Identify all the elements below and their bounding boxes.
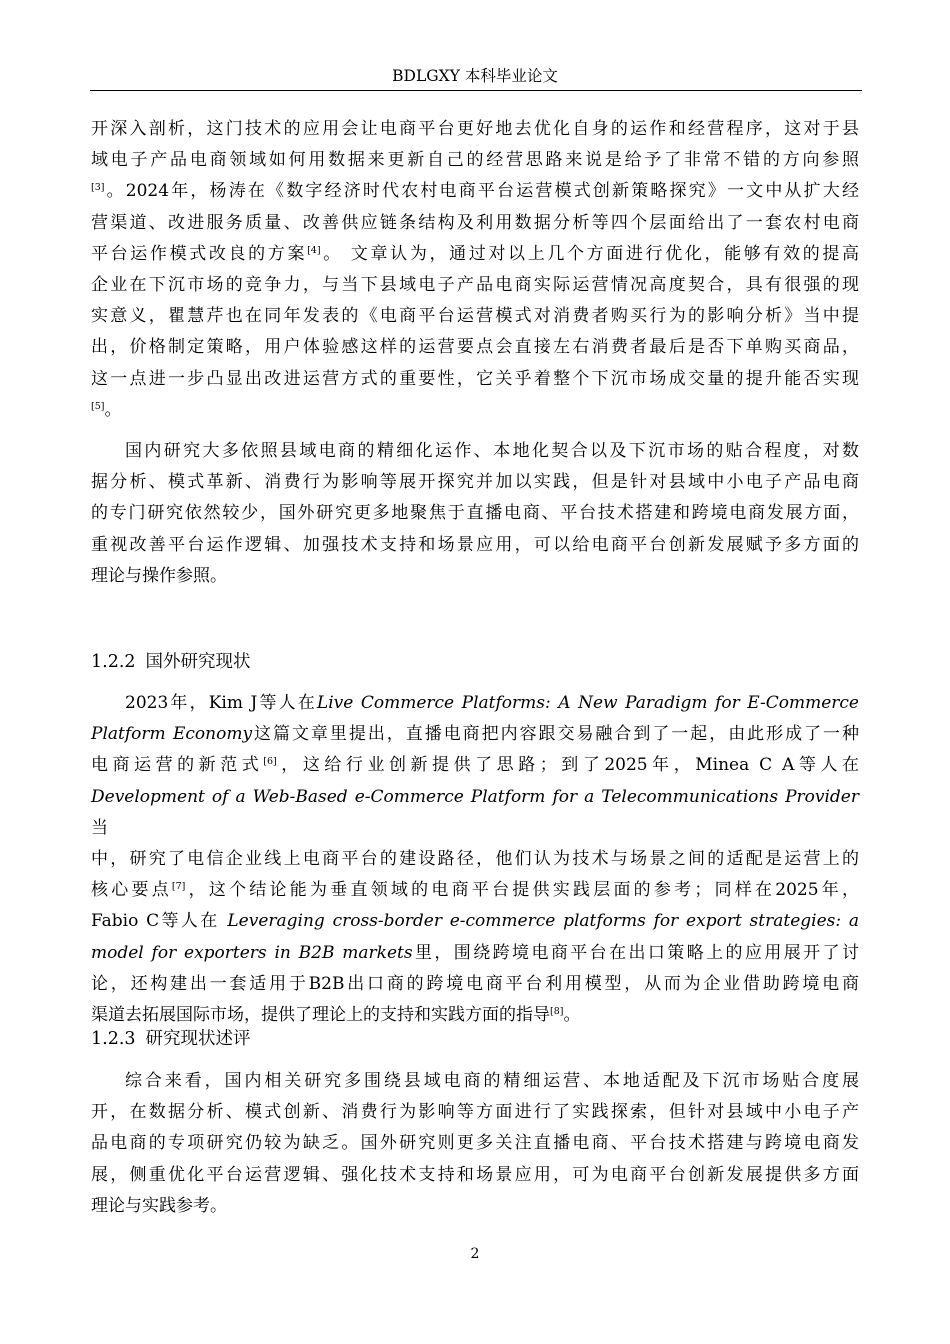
citation-7: [7] xyxy=(171,881,186,893)
text-span: 电商运营的新范式 xyxy=(91,755,264,776)
paragraph-review xyxy=(91,1066,859,1222)
paper-title: Development of a Web-Based e-Commerce Platform for a Telecommunications Provider xyxy=(91,786,859,807)
text-span: 渠道去拓展国际市场，提供了理论上的支持和实践方面的指导 xyxy=(91,1005,550,1026)
text-line: 营渠道、改进服务质量、改善供应链条结构及利用数据分析等四个层面给出了一套农村电商 xyxy=(91,212,859,233)
paper-title: Platform Economy xyxy=(91,724,253,745)
text-line: 论，还构建出一套适用于B2B出口商的跨境电商平台利用模型，从而为企业借助跨境电商 xyxy=(91,973,859,994)
text-line: 重视改善平台运作逻辑、加强技术支持和场景应用，可以给电商平台创新发展赋予多方面的 xyxy=(91,534,859,555)
page-number: 2 xyxy=(470,1246,480,1262)
citation-3: [3] xyxy=(91,182,105,194)
text-line: 开，在数据分析、模式创新、消费行为影响等方面进行了实践探索，但针对县域中小电子产 xyxy=(91,1102,859,1123)
text-line xyxy=(91,782,859,844)
text-line xyxy=(91,875,859,906)
paper-title: Live Commerce Platforms: A New Paradigm for E-Commerce xyxy=(316,693,859,713)
text-line: 域电子产品电商领域如何用数据来更新自己的经营思路来说是给予了非常不错的方向参照 xyxy=(91,150,859,171)
text-span: 平台运作模式改良的方案 xyxy=(91,243,308,264)
text-line: 国内研究大多依照县域电商的精细化运作、本地化契合以及下沉市场的贴合程度，对数 xyxy=(125,441,859,461)
section-number: 1.2.2 xyxy=(91,652,136,672)
paper-title: Leveraging cross-border e-commerce platforms for export strategies: a xyxy=(227,911,860,932)
text-line: 综合来看，国内相关研究多围绕县域电商的精细运营、本地适配及下沉市场贴合度展 xyxy=(125,1071,859,1091)
text-line: 这一点进一步凸显出改进运营方式的重要性，它关乎着整个下沉市场成交量的提升能否实现 xyxy=(91,368,859,389)
text-span: 。 xyxy=(563,1005,581,1026)
text-span: 。 xyxy=(104,399,122,420)
paragraph-domestic-summary xyxy=(91,436,859,592)
text-line: 品电商的专项研究仍较为缺乏。国外研究则更多关注直播电商、平台技术搭建与跨境电商发 xyxy=(91,1133,859,1154)
text-line: 理论与操作参照。 xyxy=(91,565,227,586)
citation-4: [4] xyxy=(307,244,321,256)
text-span: ，这给行业创新提供了思路；到了2025年，Minea C A等人在 xyxy=(276,755,859,776)
paragraph-foreign-research xyxy=(91,688,859,1031)
text-span: Fabio C等人在 xyxy=(91,911,220,932)
text-line: 中，研究了电信企业线上电商平台的建设路径，他们认为技术与场景之间的适配是运营上的 xyxy=(91,849,859,870)
text-span: ，这个结论能为垂直领域的电商平台提供实践层面的参考；同样在2025年， xyxy=(185,880,860,901)
paper-title: model for exporters in B2B markets xyxy=(91,942,413,963)
text-span: 当 xyxy=(91,817,108,838)
text-line xyxy=(91,938,859,969)
citation-6: [6] xyxy=(263,756,277,768)
section-title: 国外研究现状 xyxy=(145,652,251,672)
text-span: 2023年，Kim J等人在 xyxy=(125,693,317,713)
header-divider xyxy=(90,90,862,91)
text-line: 开深入剖析，这门技术的应用会让电商平台更好地去优化自身的运作和经营程序，这对于县 xyxy=(91,119,859,139)
text-line: 理论与实践参考。 xyxy=(91,1195,227,1216)
text-span: 这篇文章里提出，直播电商把内容跟交易融合到了一起，由此形成了一种 xyxy=(252,724,860,745)
text-line: 展，侧重优化平台运营逻辑、强化技术支持和场景应用，可为电商平台创新发展提供多方面 xyxy=(91,1164,859,1185)
section-number: 1.2.3 xyxy=(91,1029,136,1049)
text-line: 据分析、模式革新、消费行为影响等展开探究并加以实践，但是针对县域中小电子产品电商 xyxy=(91,472,859,493)
text-line: 实意义，瞿慧芹也在同年发表的《电商平台运营模式对消费者购买行为的影响分析》当中提 xyxy=(91,306,859,327)
text-span: 里，围绕跨境电商平台在出口策略上的应用展开了讨 xyxy=(412,942,859,963)
text-line xyxy=(91,239,859,270)
text-line: 的专门研究依然较少，国外研究更多地聚焦于直播电商、平台技术搭建和跨境电商发展方面， xyxy=(91,503,859,524)
text-span: 核心要点 xyxy=(91,880,172,901)
section-heading-1-2-2 xyxy=(91,650,251,674)
text-line xyxy=(91,906,859,937)
citation-5: [5] xyxy=(91,400,105,412)
text-line xyxy=(91,176,859,207)
text-line: 企业在下沉市场的竞争力，与当下县域电子产品电商实际运营情况高度契合，具有很强的现 xyxy=(91,275,859,296)
running-header: BDLGXY 本科毕业论文 xyxy=(392,67,558,85)
section-heading-1-2-3 xyxy=(91,1027,251,1051)
text-line xyxy=(91,395,859,426)
paragraph-domestic-continued xyxy=(91,114,859,426)
text-line xyxy=(91,688,859,719)
text-span: 。2024年，杨涛在《数字经济时代农村电商平台运营模式创新策略探究》一文中从扩大经 xyxy=(104,181,859,202)
text-line xyxy=(91,750,859,781)
section-title: 研究现状述评 xyxy=(145,1029,251,1049)
text-span: 。 文章认为，通过对以上几个方面进行优化，能够有效的提高 xyxy=(320,243,860,264)
text-line: 出，价格制定策略，用户体验感这样的运营要点会直接左右消费者最后是否下单购买商品， xyxy=(91,337,859,358)
text-line xyxy=(91,719,859,750)
citation-8: [8] xyxy=(550,1006,564,1018)
